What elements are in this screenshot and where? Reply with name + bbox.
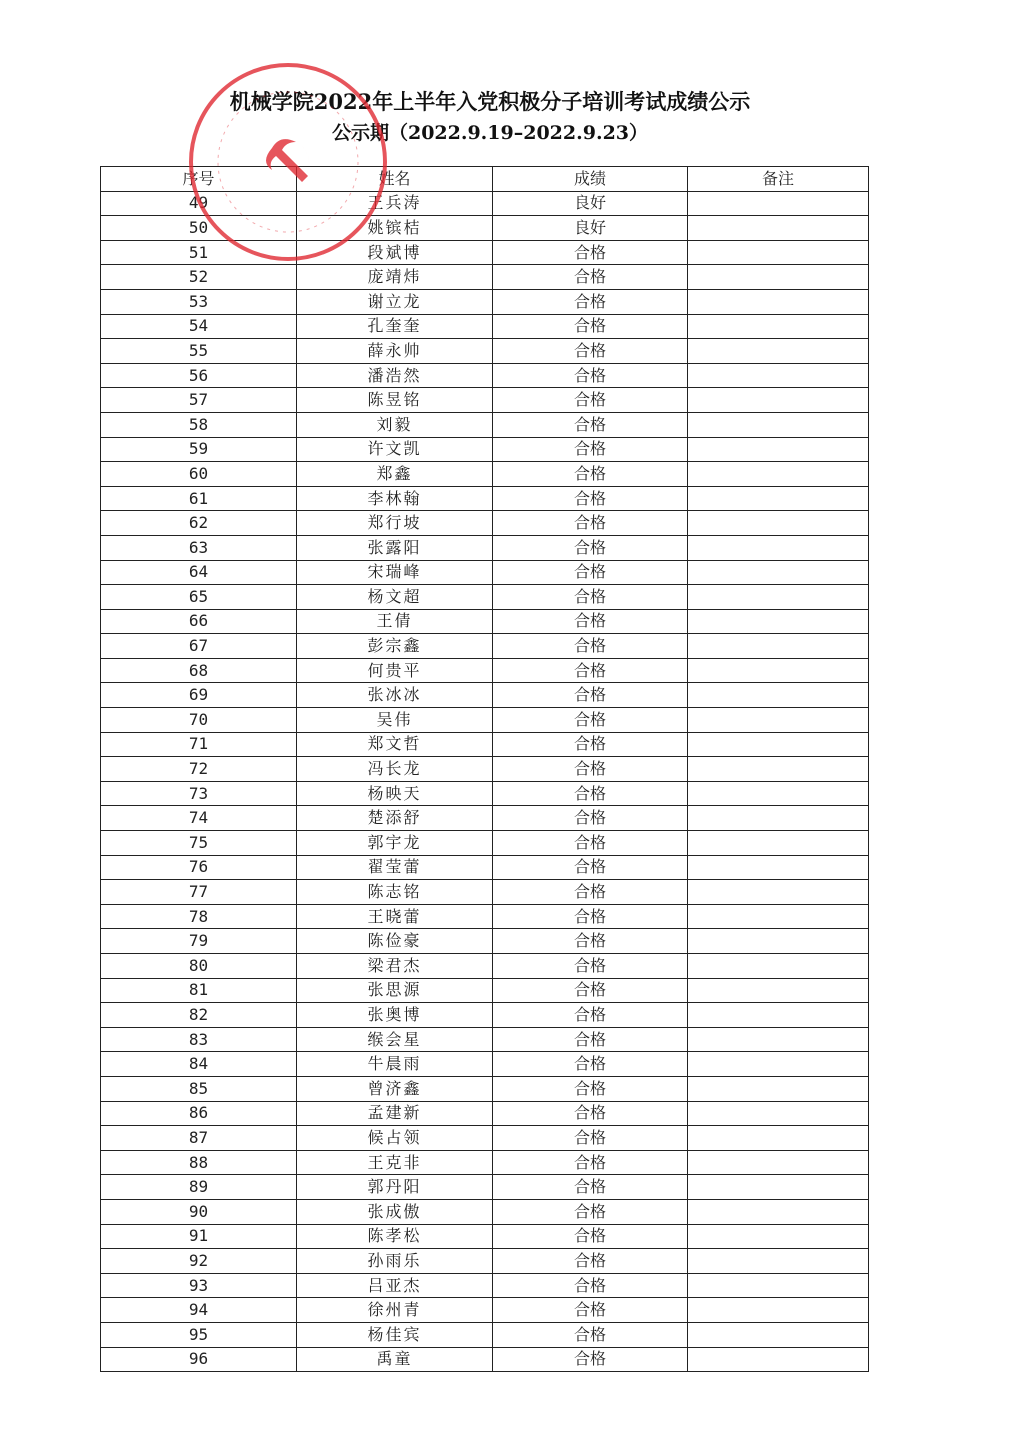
table-row [101, 806, 869, 831]
cell-number: 87 [101, 1126, 297, 1151]
header-grade: 成绩 [493, 167, 688, 192]
cell-note [688, 658, 869, 683]
cell-name: 吴伟 [297, 708, 493, 733]
table-header-row [101, 167, 869, 192]
cell-number: 59 [101, 437, 297, 462]
cell-name: 张成傲 [297, 1199, 493, 1224]
cell-number: 60 [101, 462, 297, 487]
cell-number: 77 [101, 880, 297, 905]
cell-note [688, 904, 869, 929]
cell-number: 66 [101, 609, 297, 634]
table-row [101, 1076, 869, 1101]
table-row [101, 388, 869, 413]
header-note: 备注 [688, 167, 869, 192]
cell-note [688, 634, 869, 659]
cell-number: 53 [101, 289, 297, 314]
table-row [101, 437, 869, 462]
cell-note [688, 806, 869, 831]
cell-name: 陈孝松 [297, 1224, 493, 1249]
cell-number: 64 [101, 560, 297, 585]
cell-grade: 合格 [493, 388, 688, 413]
cell-grade: 合格 [493, 1322, 688, 1347]
table-row [101, 1126, 869, 1151]
cell-grade: 合格 [493, 535, 688, 560]
table-row [101, 1199, 869, 1224]
table-row [101, 240, 869, 265]
cell-name: 冯长龙 [297, 757, 493, 782]
table-row [101, 314, 869, 339]
cell-grade: 合格 [493, 732, 688, 757]
table-row [101, 363, 869, 388]
cell-grade: 合格 [493, 904, 688, 929]
cell-number: 62 [101, 511, 297, 536]
table-row [101, 1052, 869, 1077]
cell-name: 陈俭豪 [297, 929, 493, 954]
cell-grade: 合格 [493, 560, 688, 585]
cell-number: 81 [101, 978, 297, 1003]
cell-note [688, 929, 869, 954]
cell-note [688, 1076, 869, 1101]
cell-note [688, 757, 869, 782]
table-row [101, 1003, 869, 1028]
cell-note [688, 1003, 869, 1028]
cell-number: 70 [101, 708, 297, 733]
cell-grade: 合格 [493, 634, 688, 659]
table-row [101, 585, 869, 610]
cell-name: 杨文超 [297, 585, 493, 610]
cell-grade: 良好 [493, 191, 688, 216]
table-row [101, 1101, 869, 1126]
cell-number: 52 [101, 265, 297, 290]
cell-name: 彭宗鑫 [297, 634, 493, 659]
cell-note [688, 954, 869, 979]
cell-name: 郑文哲 [297, 732, 493, 757]
table-body [101, 191, 869, 1372]
cell-name: 薛永帅 [297, 339, 493, 364]
cell-number: 75 [101, 831, 297, 856]
cell-note [688, 1101, 869, 1126]
table-row [101, 929, 869, 954]
cell-note [688, 314, 869, 339]
cell-grade: 合格 [493, 781, 688, 806]
table-row [101, 732, 869, 757]
cell-note [688, 978, 869, 1003]
cell-name: 王克非 [297, 1150, 493, 1175]
cell-grade: 合格 [493, 363, 688, 388]
cell-name: 陈昱铭 [297, 388, 493, 413]
cell-grade: 合格 [493, 339, 688, 364]
cell-note [688, 363, 869, 388]
cell-name: 王晓蕾 [297, 904, 493, 929]
cell-note [688, 1027, 869, 1052]
cell-grade: 合格 [493, 658, 688, 683]
table-row [101, 658, 869, 683]
cell-name: 禹童 [297, 1347, 493, 1372]
cell-number: 74 [101, 806, 297, 831]
header-name: 姓名 [297, 167, 493, 192]
cell-note [688, 585, 869, 610]
cell-grade: 合格 [493, 683, 688, 708]
cell-number: 86 [101, 1101, 297, 1126]
cell-grade: 合格 [493, 412, 688, 437]
cell-note [688, 781, 869, 806]
cell-number: 93 [101, 1273, 297, 1298]
table-row [101, 880, 869, 905]
cell-number: 57 [101, 388, 297, 413]
cell-note [688, 855, 869, 880]
cell-grade: 合格 [493, 1003, 688, 1028]
cell-number: 58 [101, 412, 297, 437]
cell-note [688, 1249, 869, 1274]
table-row [101, 216, 869, 241]
table-row [101, 1027, 869, 1052]
cell-name: 翟莹蕾 [297, 855, 493, 880]
cell-grade: 合格 [493, 1273, 688, 1298]
page-title: 机械学院2022年上半年入党积极分子培训考试成绩公示 [229, 89, 751, 114]
cell-name: 楚添舒 [297, 806, 493, 831]
cell-name: 候占领 [297, 1126, 493, 1151]
cell-note [688, 289, 869, 314]
cell-grade: 合格 [493, 855, 688, 880]
cell-grade: 合格 [493, 708, 688, 733]
cell-grade: 合格 [493, 1052, 688, 1077]
cell-number: 82 [101, 1003, 297, 1028]
cell-grade: 合格 [493, 757, 688, 782]
cell-name: 杨映天 [297, 781, 493, 806]
cell-number: 69 [101, 683, 297, 708]
cell-number: 54 [101, 314, 297, 339]
cell-note [688, 412, 869, 437]
cell-note [688, 1175, 869, 1200]
cell-name: 缑会星 [297, 1027, 493, 1052]
cell-note [688, 339, 869, 364]
cell-name: 杨佳宾 [297, 1322, 493, 1347]
cell-name: 郑行坡 [297, 511, 493, 536]
table-row [101, 781, 869, 806]
cell-number: 65 [101, 585, 297, 610]
cell-name: 李林翰 [297, 486, 493, 511]
publicity-period: 公示期（2022.9.19–2022.9.23） [331, 122, 649, 144]
cell-grade: 合格 [493, 831, 688, 856]
table-row [101, 904, 869, 929]
cell-number: 73 [101, 781, 297, 806]
header-number: 序号 [101, 167, 297, 192]
cell-number: 92 [101, 1249, 297, 1274]
cell-grade: 合格 [493, 1175, 688, 1200]
cell-grade: 合格 [493, 880, 688, 905]
cell-grade: 合格 [493, 978, 688, 1003]
cell-name: 徐州青 [297, 1298, 493, 1323]
cell-number: 67 [101, 634, 297, 659]
cell-note [688, 511, 869, 536]
cell-grade: 合格 [493, 1298, 688, 1323]
cell-grade: 合格 [493, 486, 688, 511]
table-row [101, 339, 869, 364]
cell-number: 96 [101, 1347, 297, 1372]
cell-name: 郭宇龙 [297, 831, 493, 856]
cell-name: 张奥博 [297, 1003, 493, 1028]
cell-grade: 良好 [493, 216, 688, 241]
table-row [101, 855, 869, 880]
table-row [101, 265, 869, 290]
table-row [101, 978, 869, 1003]
cell-note [688, 1126, 869, 1151]
cell-note [688, 191, 869, 216]
cell-number: 68 [101, 658, 297, 683]
cell-note [688, 683, 869, 708]
cell-note [688, 708, 869, 733]
table-row [101, 1347, 869, 1372]
cell-name: 孔奎奎 [297, 314, 493, 339]
cell-grade: 合格 [493, 1224, 688, 1249]
cell-name: 潘浩然 [297, 363, 493, 388]
cell-number: 85 [101, 1076, 297, 1101]
cell-grade: 合格 [493, 1101, 688, 1126]
cell-grade: 合格 [493, 1126, 688, 1151]
table-row [101, 1175, 869, 1200]
table-row [101, 708, 869, 733]
cell-grade: 合格 [493, 1076, 688, 1101]
cell-note [688, 1224, 869, 1249]
cell-name: 郭丹阳 [297, 1175, 493, 1200]
cell-number: 88 [101, 1150, 297, 1175]
cell-grade: 合格 [493, 609, 688, 634]
cell-grade: 合格 [493, 265, 688, 290]
cell-number: 94 [101, 1298, 297, 1323]
cell-grade: 合格 [493, 1027, 688, 1052]
cell-note [688, 732, 869, 757]
cell-note [688, 1150, 869, 1175]
cell-grade: 合格 [493, 314, 688, 339]
cell-note [688, 1199, 869, 1224]
cell-number: 84 [101, 1052, 297, 1077]
table-row [101, 511, 869, 536]
cell-note [688, 560, 869, 585]
cell-grade: 合格 [493, 240, 688, 265]
cell-number: 49 [101, 191, 297, 216]
cell-note [688, 1273, 869, 1298]
cell-note [688, 880, 869, 905]
table-row [101, 1249, 869, 1274]
cell-name: 何贵平 [297, 658, 493, 683]
cell-number: 50 [101, 216, 297, 241]
cell-note [688, 831, 869, 856]
table-row [101, 831, 869, 856]
cell-number: 83 [101, 1027, 297, 1052]
cell-name: 张冰冰 [297, 683, 493, 708]
table-row [101, 1273, 869, 1298]
cell-name: 孟建新 [297, 1101, 493, 1126]
cell-name: 张思源 [297, 978, 493, 1003]
cell-note [688, 265, 869, 290]
table-row [101, 683, 869, 708]
cell-number: 78 [101, 904, 297, 929]
cell-grade: 合格 [493, 1199, 688, 1224]
table-row [101, 191, 869, 216]
cell-grade: 合格 [493, 462, 688, 487]
cell-name: 庞靖炜 [297, 265, 493, 290]
cell-number: 61 [101, 486, 297, 511]
cell-name: 张露阳 [297, 535, 493, 560]
cell-note [688, 1322, 869, 1347]
table-row [101, 289, 869, 314]
cell-grade: 合格 [493, 806, 688, 831]
cell-name: 谢立龙 [297, 289, 493, 314]
score-table [100, 166, 869, 1372]
cell-name: 许文凯 [297, 437, 493, 462]
cell-grade: 合格 [493, 585, 688, 610]
cell-name: 陈志铭 [297, 880, 493, 905]
cell-grade: 合格 [493, 1249, 688, 1274]
table-row [101, 954, 869, 979]
cell-grade: 合格 [493, 929, 688, 954]
cell-number: 51 [101, 240, 297, 265]
table-row [101, 462, 869, 487]
cell-name: 段斌博 [297, 240, 493, 265]
cell-number: 89 [101, 1175, 297, 1200]
cell-number: 90 [101, 1199, 297, 1224]
cell-number: 72 [101, 757, 297, 782]
cell-name: 刘毅 [297, 412, 493, 437]
table-row [101, 757, 869, 782]
table-row [101, 634, 869, 659]
table-row [101, 609, 869, 634]
cell-note [688, 388, 869, 413]
cell-name: 曾济鑫 [297, 1076, 493, 1101]
cell-number: 76 [101, 855, 297, 880]
cell-number: 63 [101, 535, 297, 560]
table-row [101, 560, 869, 585]
cell-note [688, 1347, 869, 1372]
cell-number: 91 [101, 1224, 297, 1249]
cell-number: 80 [101, 954, 297, 979]
cell-note [688, 1052, 869, 1077]
cell-name: 梁君杰 [297, 954, 493, 979]
cell-number: 55 [101, 339, 297, 364]
cell-grade: 合格 [493, 954, 688, 979]
cell-name: 牛晨雨 [297, 1052, 493, 1077]
table-row [101, 1298, 869, 1323]
cell-grade: 合格 [493, 1347, 688, 1372]
cell-name: 孙雨乐 [297, 1249, 493, 1274]
table-row [101, 412, 869, 437]
cell-grade: 合格 [493, 1150, 688, 1175]
cell-note [688, 216, 869, 241]
cell-grade: 合格 [493, 289, 688, 314]
cell-note [688, 462, 869, 487]
table-row [101, 1224, 869, 1249]
table-row [101, 1150, 869, 1175]
table-row [101, 535, 869, 560]
cell-note [688, 1298, 869, 1323]
cell-number: 71 [101, 732, 297, 757]
cell-grade: 合格 [493, 437, 688, 462]
cell-name: 王倩 [297, 609, 493, 634]
cell-name: 吕亚杰 [297, 1273, 493, 1298]
cell-grade: 合格 [493, 511, 688, 536]
cell-note [688, 486, 869, 511]
cell-name: 姚镔桔 [297, 216, 493, 241]
cell-note [688, 535, 869, 560]
cell-name: 郑鑫 [297, 462, 493, 487]
cell-number: 56 [101, 363, 297, 388]
cell-note [688, 609, 869, 634]
cell-name: 王兵涛 [297, 191, 493, 216]
cell-name: 宋瑞峰 [297, 560, 493, 585]
table-row [101, 486, 869, 511]
cell-note [688, 437, 869, 462]
cell-note [688, 240, 869, 265]
table-row [101, 1322, 869, 1347]
cell-number: 79 [101, 929, 297, 954]
cell-number: 95 [101, 1322, 297, 1347]
